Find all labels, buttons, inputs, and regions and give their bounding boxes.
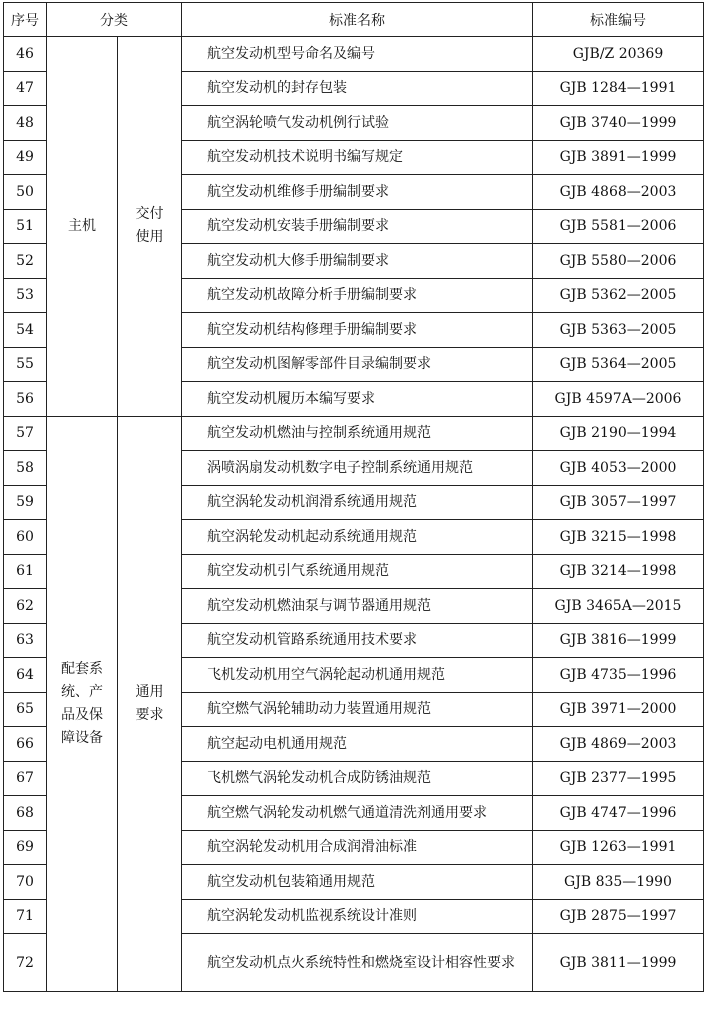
standard-name: 航空发动机履历本编写要求 [182,382,533,417]
standard-name: 航空发动机的封存包装 [182,71,533,106]
table-row [4,37,704,72]
row-number: 53 [4,278,47,313]
standard-name: 涡喷涡扇发动机数字电子控制系统通用规范 [182,451,533,486]
row-number: 59 [4,485,47,520]
standard-name: 航空发动机图解零部件目录编制要求 [182,347,533,382]
category-sub-text: 交付使用 [135,206,164,246]
category-sub [118,416,182,992]
row-number: 65 [4,692,47,727]
row-number: 63 [4,623,47,658]
standard-name: 航空发动机管路系统通用技术要求 [182,623,533,658]
standard-name: 航空发动机点火系统特性和燃烧室设计相容性要求 [182,934,533,992]
standard-code: GJB 3215—1998 [533,520,704,555]
standard-code: GJB 5363—2005 [533,313,704,348]
standard-code: GJB 4747—1996 [533,796,704,831]
standard-name: 飞机燃气涡轮发动机合成防锈油规范 [182,761,533,796]
row-number: 48 [4,106,47,141]
standard-name: 航空发动机大修手册编制要求 [182,244,533,279]
row-number: 61 [4,554,47,589]
row-number: 56 [4,382,47,417]
row-number: 55 [4,347,47,382]
standard-code: GJB 4053—2000 [533,451,704,486]
standard-name: 航空发动机包装箱通用规范 [182,865,533,900]
row-number: 70 [4,865,47,900]
standard-name: 飞机发动机用空气涡轮起动机通用规范 [182,658,533,693]
standard-code: GJB 3891—1999 [533,140,704,175]
standard-code: GJB 3971—2000 [533,692,704,727]
row-number: 58 [4,451,47,486]
table-header-row [4,3,704,37]
standard-code: GJB 4869—2003 [533,727,704,762]
row-number: 50 [4,175,47,210]
standard-code: GJB 3811—1999 [533,934,704,992]
header-seq: 序号 [4,3,47,37]
standard-name: 航空发动机技术说明书编写规定 [182,140,533,175]
category-sub [118,37,182,417]
row-number: 51 [4,209,47,244]
standard-code: GJB 3740—1999 [533,106,704,141]
standard-code: GJB 5581—2006 [533,209,704,244]
standard-name: 航空发动机型号命名及编号 [182,37,533,72]
header-code: 标准编号 [533,3,704,37]
standard-code: GJB 3816—1999 [533,623,704,658]
standard-name: 航空涡轮发动机起动系统通用规范 [182,520,533,555]
standard-name: 航空燃气涡轮辅助动力装置通用规范 [182,692,533,727]
row-number: 72 [4,934,47,992]
row-number: 54 [4,313,47,348]
standard-name: 航空起动电机通用规范 [182,727,533,762]
standard-code: GJB 2875—1997 [533,899,704,934]
standard-code: GJB 1284—1991 [533,71,704,106]
standard-name: 航空发动机维修手册编制要求 [182,175,533,210]
standard-code: GJB 4735—1996 [533,658,704,693]
row-number: 57 [4,416,47,451]
header-name: 标准名称 [182,3,533,37]
standard-name: 航空发动机燃油与控制系统通用规范 [182,416,533,451]
standards-table [3,2,704,992]
row-number: 64 [4,658,47,693]
standard-name: 航空涡轮发动机监视系统设计准则 [182,899,533,934]
row-number: 47 [4,71,47,106]
standard-code: GJB 4868—2003 [533,175,704,210]
standard-code: GJB 3057—1997 [533,485,704,520]
standard-code: GJB 2377—1995 [533,761,704,796]
row-number: 71 [4,899,47,934]
standard-name: 航空发动机燃油泵与调节器通用规范 [182,589,533,624]
standard-name: 航空发动机引气系统通用规范 [182,554,533,589]
standard-code: GJB 5580—2006 [533,244,704,279]
standard-code: GJB 5364—2005 [533,347,704,382]
standard-name: 航空发动机安装手册编制要求 [182,209,533,244]
row-number: 69 [4,830,47,865]
category-sub-text: 通用要求 [135,683,164,723]
standard-code: GJB 5362—2005 [533,278,704,313]
row-number: 49 [4,140,47,175]
standard-name: 航空涡轮喷气发动机例行试验 [182,106,533,141]
row-number: 60 [4,520,47,555]
standard-code: GJB 1263—1991 [533,830,704,865]
standard-code: GJB 3465A—2015 [533,589,704,624]
category-main-text: 配套系统、产品及保障设备 [60,660,103,746]
standard-code: GJB 835—1990 [533,865,704,900]
table-row [4,416,704,451]
standard-name: 航空燃气涡轮发动机燃气通道清洗剂通用要求 [182,796,533,831]
standard-code: GJB 4597A—2006 [533,382,704,417]
category-main: 主机 [47,37,118,417]
standard-name: 航空发动机结构修理手册编制要求 [182,313,533,348]
standard-code: GJB 3214—1998 [533,554,704,589]
row-number: 46 [4,37,47,72]
row-number: 62 [4,589,47,624]
standard-name: 航空涡轮发动机润滑系统通用规范 [182,485,533,520]
row-number: 68 [4,796,47,831]
standard-name: 航空发动机故障分析手册编制要求 [182,278,533,313]
standard-code: GJB/Z 20369 [533,37,704,72]
standard-code: GJB 2190—1994 [533,416,704,451]
category-main [47,416,118,992]
standard-name: 航空涡轮发动机用合成润滑油标准 [182,830,533,865]
row-number: 52 [4,244,47,279]
row-number: 66 [4,727,47,762]
row-number: 67 [4,761,47,796]
header-category: 分类 [47,3,182,37]
